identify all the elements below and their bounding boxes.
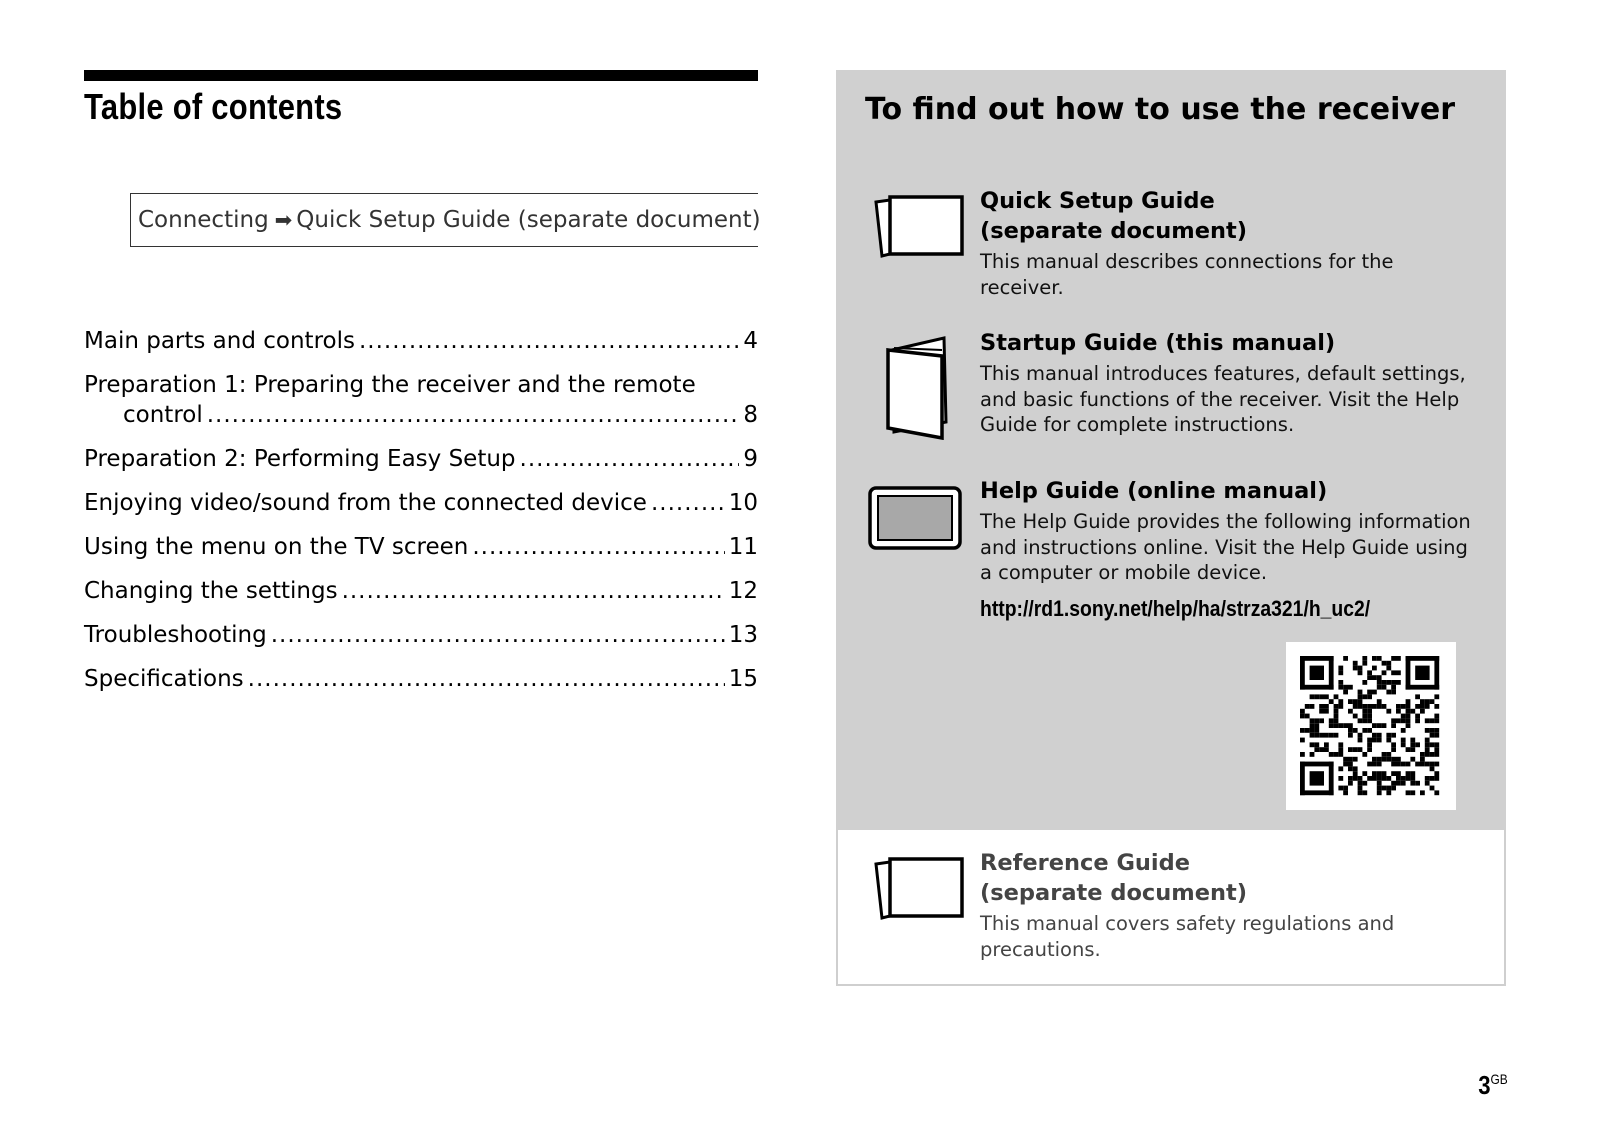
reference-title-1: Reference Guide [980, 850, 1191, 876]
quick-setup-title-2: (separate document) [980, 218, 1248, 244]
dot-leader [651, 488, 725, 518]
booklet-icon [884, 336, 950, 440]
page-number [1479, 1070, 1508, 1101]
toc-entry-page: 8 [743, 402, 758, 428]
toc-entry-page: 10 [728, 490, 758, 516]
toc-entry-label-cont: control [123, 402, 203, 428]
dot-leader [342, 576, 725, 606]
toc-entry-label: Preparation 2: Performing Easy Setup [84, 446, 516, 472]
startup-title: Startup Guide (this manual) [980, 330, 1336, 356]
help-description: The Help Guide provides the following information and instructions online. Visit the Help Guide using a computer or mobile device. [980, 510, 1471, 584]
toc-entry[interactable] [84, 326, 758, 356]
toc-entry-label: Changing the settings [84, 578, 338, 604]
help-title: Help Guide (online manual) [980, 478, 1328, 504]
qr-code[interactable] [1286, 642, 1456, 810]
quick-setup-title-1: Quick Setup Guide [980, 188, 1215, 214]
reference-guide [980, 848, 1480, 962]
toc-entry-page: 13 [728, 622, 758, 648]
quick-setup-guide [980, 186, 1480, 300]
reference-title-2: (separate document) [980, 880, 1248, 906]
quick-setup-description: This manual describes connections for the receiver. [980, 250, 1394, 299]
dot-leader [248, 664, 725, 694]
connecting-label: Connecting [138, 207, 269, 233]
dot-leader [271, 620, 725, 650]
toc-entry[interactable] [84, 488, 758, 518]
page-number-value: 3 [1478, 1070, 1491, 1100]
sheet-icon [874, 194, 966, 258]
reference-description: This manual covers safety regulations and precautions. [980, 912, 1395, 961]
startup-description: This manual introduces features, default settings, and basic functions of the receiver. Visit the Help Guide for complete instructions. [980, 362, 1466, 436]
connecting-target: Quick Setup Guide (separate document) [296, 207, 761, 233]
toc-entry-page: 11 [728, 534, 758, 560]
toc-entry-label: Main parts and controls [84, 328, 355, 354]
toc-entry[interactable] [84, 370, 758, 430]
toc-list [84, 326, 758, 694]
arrow-right-icon: ➡ [274, 208, 293, 232]
toc-entry-page: 9 [743, 446, 758, 472]
page-number-suffix: GB [1490, 1071, 1508, 1087]
help-guide-url[interactable]: http://rd1.sony.net/help/ha/strza321/h_uc2/ [980, 595, 1371, 621]
qr-code-image [1286, 642, 1456, 810]
guides-title: To find out how to use the receiver [865, 92, 1456, 127]
connecting-note [130, 193, 761, 247]
toc-entry-page: 4 [743, 328, 758, 354]
toc-title: Table of contents [84, 86, 343, 127]
toc-entry-label: Preparation 1: Preparing the receiver and the remote [84, 372, 696, 398]
startup-guide [980, 328, 1480, 438]
dot-leader [359, 326, 739, 356]
toc-entry-label: Enjoying video/sound from the connected device [84, 490, 647, 516]
toc-entry[interactable] [84, 444, 758, 474]
screen-icon [868, 486, 962, 550]
toc-entry-page: 15 [728, 666, 758, 692]
toc-top-rule [84, 70, 758, 81]
toc-entry-page: 12 [728, 578, 758, 604]
dot-leader [207, 400, 740, 430]
toc-entry[interactable] [84, 532, 758, 562]
dot-leader [520, 444, 740, 474]
toc-entry[interactable] [84, 620, 758, 650]
sheet-icon [874, 856, 966, 920]
toc-entry-label: Specifications [84, 666, 244, 692]
toc-entry-label: Using the menu on the TV screen [84, 534, 469, 560]
help-guide [980, 476, 1480, 622]
dot-leader [472, 532, 724, 562]
toc-entry-label: Troubleshooting [84, 622, 267, 648]
toc-entry[interactable] [84, 664, 758, 694]
toc-entry[interactable] [84, 576, 758, 606]
